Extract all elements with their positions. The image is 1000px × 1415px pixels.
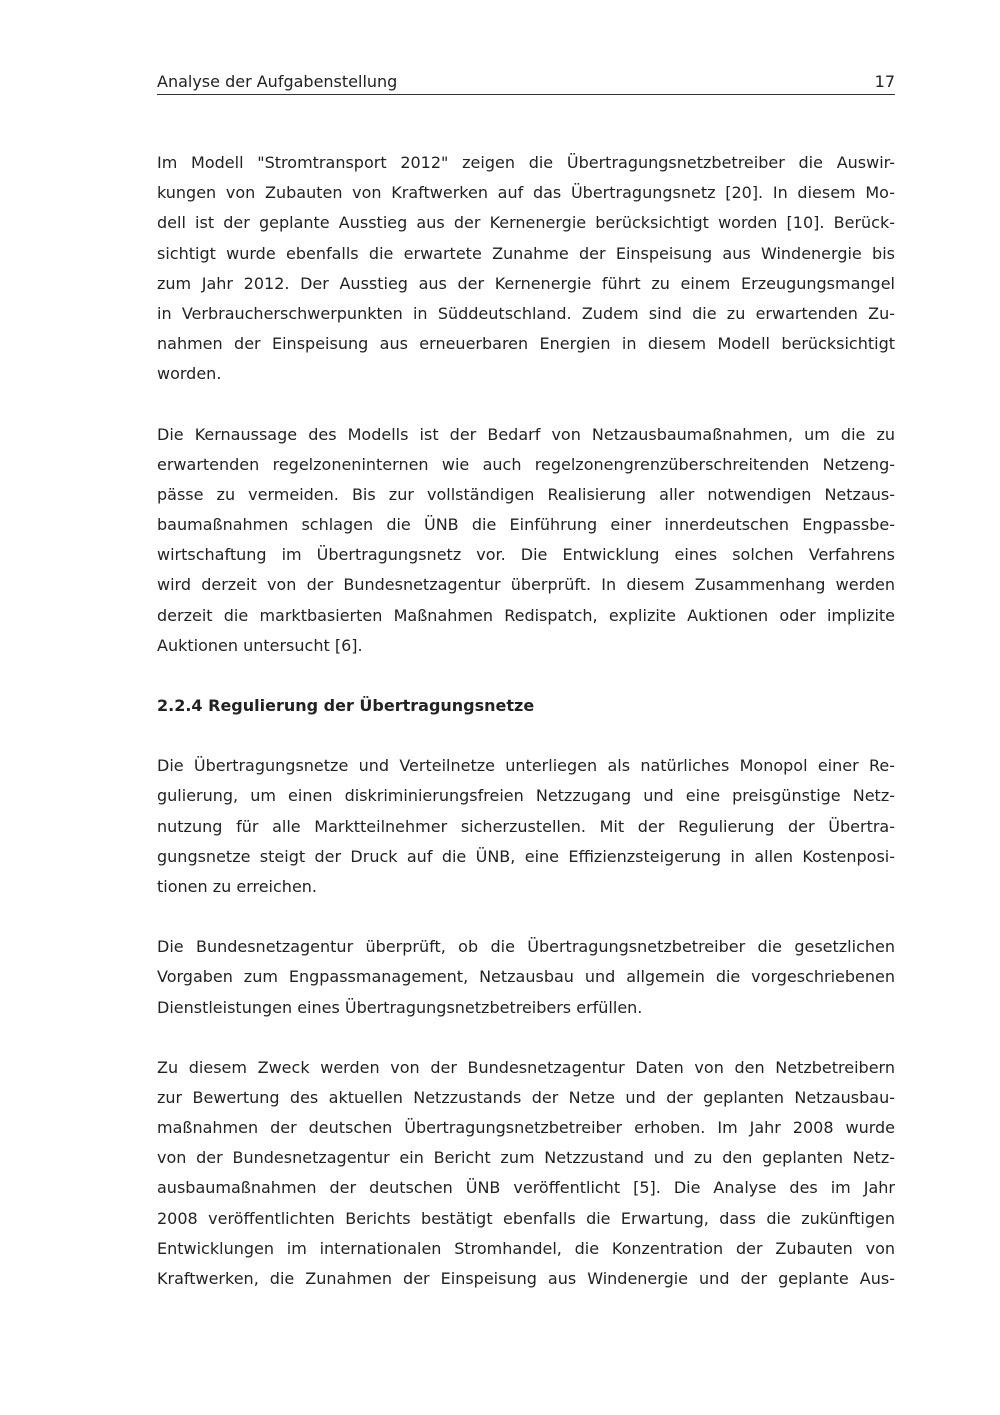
- text-line: nahmen der Einspeisung aus erneuerbaren Energien in diesem Modell berücksichtigt: [157, 334, 895, 354]
- section-heading: 2.2.4 Regulierung der Übertragungsnetze: [157, 696, 535, 715]
- body-text: [157, 148, 895, 1324]
- paragraph: [157, 932, 895, 1023]
- text-line: worden.: [157, 364, 222, 384]
- paragraph: [157, 1053, 895, 1295]
- text-line: wird derzeit von der Bundesnetzagentur überprüft. In diesem Zusammenhang werden: [157, 575, 895, 595]
- text-line: in Verbraucherschwerpunkten in Süddeutschland. Zudem sind die zu erwartenden Zu-: [157, 303, 895, 323]
- text-line: Im Modell "Stromtransport 2012" zeigen die Übertragungsnetzbetreiber die Auswir-: [157, 153, 895, 172]
- text-line: gulierung, um einen diskriminierungsfreien Netzzugang und eine preisgünstige Netz-: [157, 786, 895, 806]
- text-line: pässe zu vermeiden. Bis zur vollständigen Realisierung aller notwendigen Netzaus-: [157, 484, 895, 504]
- text-line: Die Übertragungsnetze und Verteilnetze unterliegen als natürliches Monopol einer Re-: [157, 756, 895, 776]
- text-line: erwartenden regelzoneninternen wie auch regelzonengrenzüberschreitenden Netzeng-: [157, 454, 895, 474]
- paragraph: [157, 420, 895, 662]
- running-header: [157, 68, 895, 95]
- text-line: zur Bewertung des aktuellen Netzzustands der Netze und der geplanten Netzausbau-: [157, 1087, 895, 1107]
- text-line: tionen zu erreichen.: [157, 876, 318, 896]
- text-line: Die Bundesnetzagentur überprüft, ob die Übertragungsnetzbetreiber die gesetzlichen: [157, 937, 895, 957]
- text-line: dell ist der geplante Ausstieg aus der Kernenergie berücksichtigt worden [10]. Berück-: [157, 213, 895, 233]
- text-line: Kraftwerken, die Zunahmen der Einspeisung aus Windenergie und der geplante Aus-: [157, 1269, 895, 1288]
- paragraphs-after-heading: [157, 751, 895, 1294]
- text-line: derzeit die marktbasierten Maßnahmen Redispatch, explizite Auktionen oder implizite: [157, 605, 895, 625]
- text-line: Auktionen untersucht [6].: [157, 635, 363, 655]
- paragraphs-before-heading: [157, 148, 895, 661]
- text-line: 2008 veröffentlichten Berichts bestätigt ebenfalls die Erwartung, dass die zukünftigen: [157, 1208, 895, 1228]
- chapter-title: Analyse der Aufgabenstellung: [157, 72, 398, 91]
- text-line: baumaßnahmen schlagen die ÜNB die Einführung einer innerdeutschen Engpassbe-: [157, 515, 895, 535]
- text-line: nutzung für alle Marktteilnehmer sicherzustellen. Mit der Regulierung der Übertra-: [157, 816, 895, 836]
- text-line: Dienstleistungen eines Übertragungsnetzbetreibers erfüllen.: [157, 997, 643, 1017]
- text-line: Die Kernaussage des Modells ist der Bedarf von Netzausbaumaßnahmen, um die zu: [157, 424, 895, 444]
- text-line: Vorgaben zum Engpassmanagement, Netzausbau und allgemein die vorgeschriebenen: [157, 967, 895, 987]
- text-line: wirtschaftung im Übertragungsnetz vor. Die Entwicklung eines solchen Verfahrens: [157, 545, 895, 565]
- paragraph: [157, 148, 895, 390]
- text-line: ausbaumaßnahmen der deutschen ÜNB veröffentlicht [5]. Die Analyse des im Jahr: [157, 1178, 895, 1198]
- text-line: Zu diesem Zweck werden von der Bundesnetzagentur Daten von den Netzbetreibern: [157, 1057, 895, 1077]
- text-line: kungen von Zubauten von Kraftwerken auf das Übertragungsnetz [20]. In diesem Mo-: [157, 183, 895, 203]
- text-line: zum Jahr 2012. Der Ausstieg aus der Kernenergie führt zu einem Erzeugungsmangel: [157, 273, 895, 293]
- text-line: Entwicklungen im internationalen Stromhandel, die Konzentration der Zubauten von: [157, 1238, 895, 1258]
- text-line: sichtigt wurde ebenfalls die erwartete Zunahme der Einspeisung aus Windenergie bis: [157, 243, 895, 263]
- text-line: gungsnetze steigt der Druck auf die ÜNB, eine Effizienzsteigerung in allen Kostenposi-: [157, 846, 895, 866]
- page-number: 17: [874, 72, 895, 91]
- text-line: maßnahmen der deutschen Übertragungsnetzbetreiber erhoben. Im Jahr 2008 wurde: [157, 1118, 895, 1138]
- paragraph: [157, 751, 895, 902]
- text-line: von der Bundesnetzagentur ein Bericht zum Netzzustand und zu den geplanten Netz-: [157, 1148, 895, 1168]
